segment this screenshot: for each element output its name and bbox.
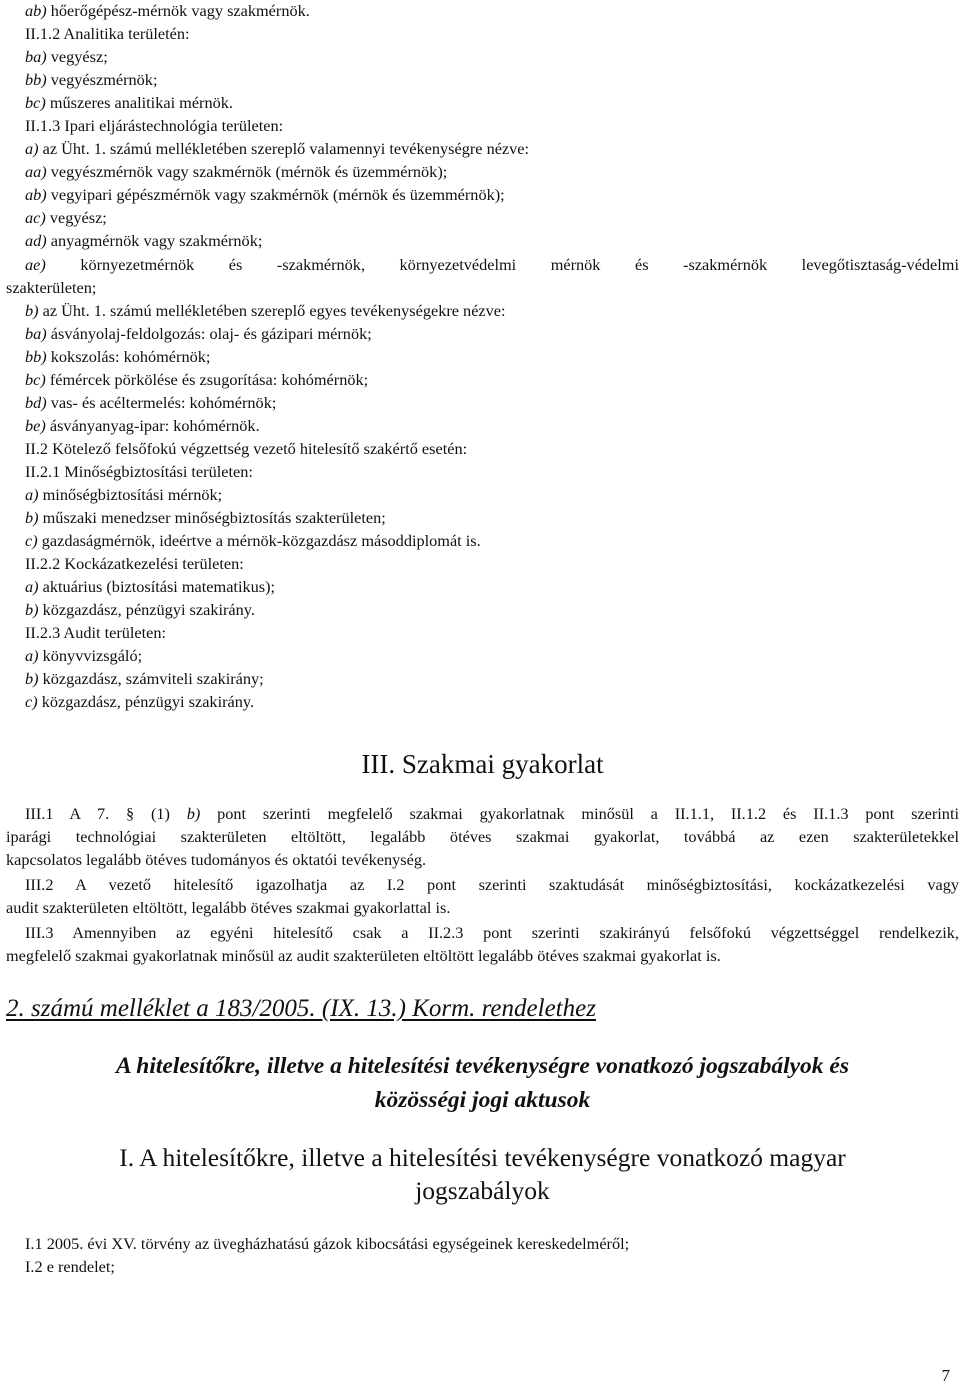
- list-item: ab) hőerőgépész-mérnök vagy szakmérnök.: [25, 1, 310, 20]
- list-item: bb) vegyészmérnök;: [25, 70, 158, 89]
- list-item: I.1 2005. évi XV. törvény az üvegházhatású gázok kibocsátási egységeinek kereskedelméről;: [25, 1234, 630, 1253]
- subsection-heading: II.1.2 Analitika területén:: [25, 24, 190, 43]
- annex-heading: közösségi jogi aktusok: [374, 1087, 591, 1113]
- section-heading: I. A hitelesítőkre, illetve a hitelesítési tevékenységre vonatkozó magyar: [119, 1143, 846, 1172]
- page-number: 7: [941, 1366, 950, 1385]
- list-item: b) műszaki menedzser minőségbiztosítás szakterületen;: [25, 508, 386, 527]
- list-item: c) közgazdász, pénzügyi szakirány.: [25, 692, 255, 711]
- subsection-heading: II.2.3 Audit területen:: [25, 623, 167, 642]
- list-item: ac) vegyész;: [25, 208, 107, 227]
- paragraph-line: kapcsolatos legalább ötéves tudományos és oktatói tevékenység.: [6, 850, 427, 869]
- list-item: I.2 e rendelet;: [25, 1257, 115, 1276]
- subsection-heading: II.2.1 Minőségbiztosítási területen:: [25, 462, 253, 481]
- section-heading: jogszabályok: [415, 1176, 550, 1205]
- subsection-heading: II.2 Kötelező felsőfokú végzettség vezető hitelesítő szakértő esetén:: [25, 439, 468, 458]
- paragraph-line: III.1 A 7. § (1) b) pont szerinti megfelelő szakmai gyakorlatnak minősül a II.1.1, II.1.2 és II.1.3 pont szerinti: [25, 804, 959, 823]
- list-item: c) gazdaságmérnök, ideértve a mérnök-közgazdász másoddiplomát is.: [25, 531, 481, 550]
- subsection-heading: II.1.3 Ipari eljárástechnológia területen:: [25, 116, 284, 135]
- paragraph-line: megfelelő szakmai gyakorlatnak minősül az audit szakterületen eltöltött legalább ötéves szakmai gyakorlat is.: [6, 946, 721, 965]
- annex-heading: A hitelesítőkre, illetve a hitelesítési tevékenységre vonatkozó jogszabályok és: [116, 1053, 849, 1079]
- list-item: b) közgazdász, pénzügyi szakirány.: [25, 600, 255, 619]
- list-item: ad) anyagmérnök vagy szakmérnök;: [25, 231, 263, 250]
- list-item: bc) műszeres analitikai mérnök.: [25, 93, 233, 112]
- list-item: ab) vegyipari gépészmérnök vagy szakmérnök (mérnök és üzemmérnök);: [25, 185, 505, 204]
- list-item: ba) vegyész;: [25, 47, 108, 66]
- list-item: be) ásványanyag-ipar: kohómérnök.: [25, 416, 260, 435]
- list-item: bc) fémércek pörkölése és zsugorítása: kohómérnök;: [25, 370, 369, 389]
- list-item: aa) vegyészmérnök vagy szakmérnök (mérnök és üzemmérnök);: [25, 162, 448, 181]
- list-item: ba) ásványolaj-feldolgozás: olaj- és gázipari mérnök;: [25, 324, 372, 343]
- list-item: ae) környezetmérnök és -szakmérnök, környezetvédelmi mérnök és -szakmérnök levegőtisztaság-védelmi: [25, 255, 959, 274]
- list-item: a) aktuárius (biztosítási matematikus);: [25, 577, 276, 596]
- list-item: a) minőségbiztosítási mérnök;: [25, 485, 223, 504]
- subsection-heading: II.2.2 Kockázatkezelési területen:: [25, 554, 244, 573]
- list-item: bd) vas- és acéltermelés: kohómérnök;: [25, 393, 277, 412]
- list-item: b) az Üht. 1. számú mellékletében szereplő egyes tevékenységekre nézve:: [25, 301, 506, 320]
- list-item-continuation: szakterületen;: [6, 278, 97, 297]
- paragraph-line: audit szakterületen eltöltött, legalább ötéves szakmai gyakorlattal is.: [6, 898, 451, 917]
- list-item: a) az Üht. 1. számú mellékletében szereplő valamennyi tevékenységre nézve:: [25, 139, 530, 158]
- paragraph-line: III.2 A vezető hitelesítő igazolhatja az I.2 pont szerinti szaktudását minőségbiztosítási, kockázatkezelési vagy: [25, 875, 959, 894]
- section-heading: III. Szakmai gyakorlat: [361, 749, 604, 779]
- annex-title: 2. számú melléklet a 183/2005. (IX. 13.) Korm. rendelethez: [6, 995, 596, 1022]
- paragraph-line: iparági technológiai szakterületen eltöltött, legalább ötéves szakmai gyakorlat, továbbá az ezen szakterületekkel: [6, 827, 959, 846]
- list-item: a) könyvvizsgáló;: [25, 646, 143, 665]
- list-item: b) közgazdász, számviteli szakirány;: [25, 669, 264, 688]
- paragraph-line: III.3 Amennyiben az egyéni hitelesítő csak a II.2.3 pont szerinti szakirányú felsőfokú végzettséggel rendelkezik,: [25, 923, 959, 942]
- list-item: bb) kokszolás: kohómérnök;: [25, 347, 211, 366]
